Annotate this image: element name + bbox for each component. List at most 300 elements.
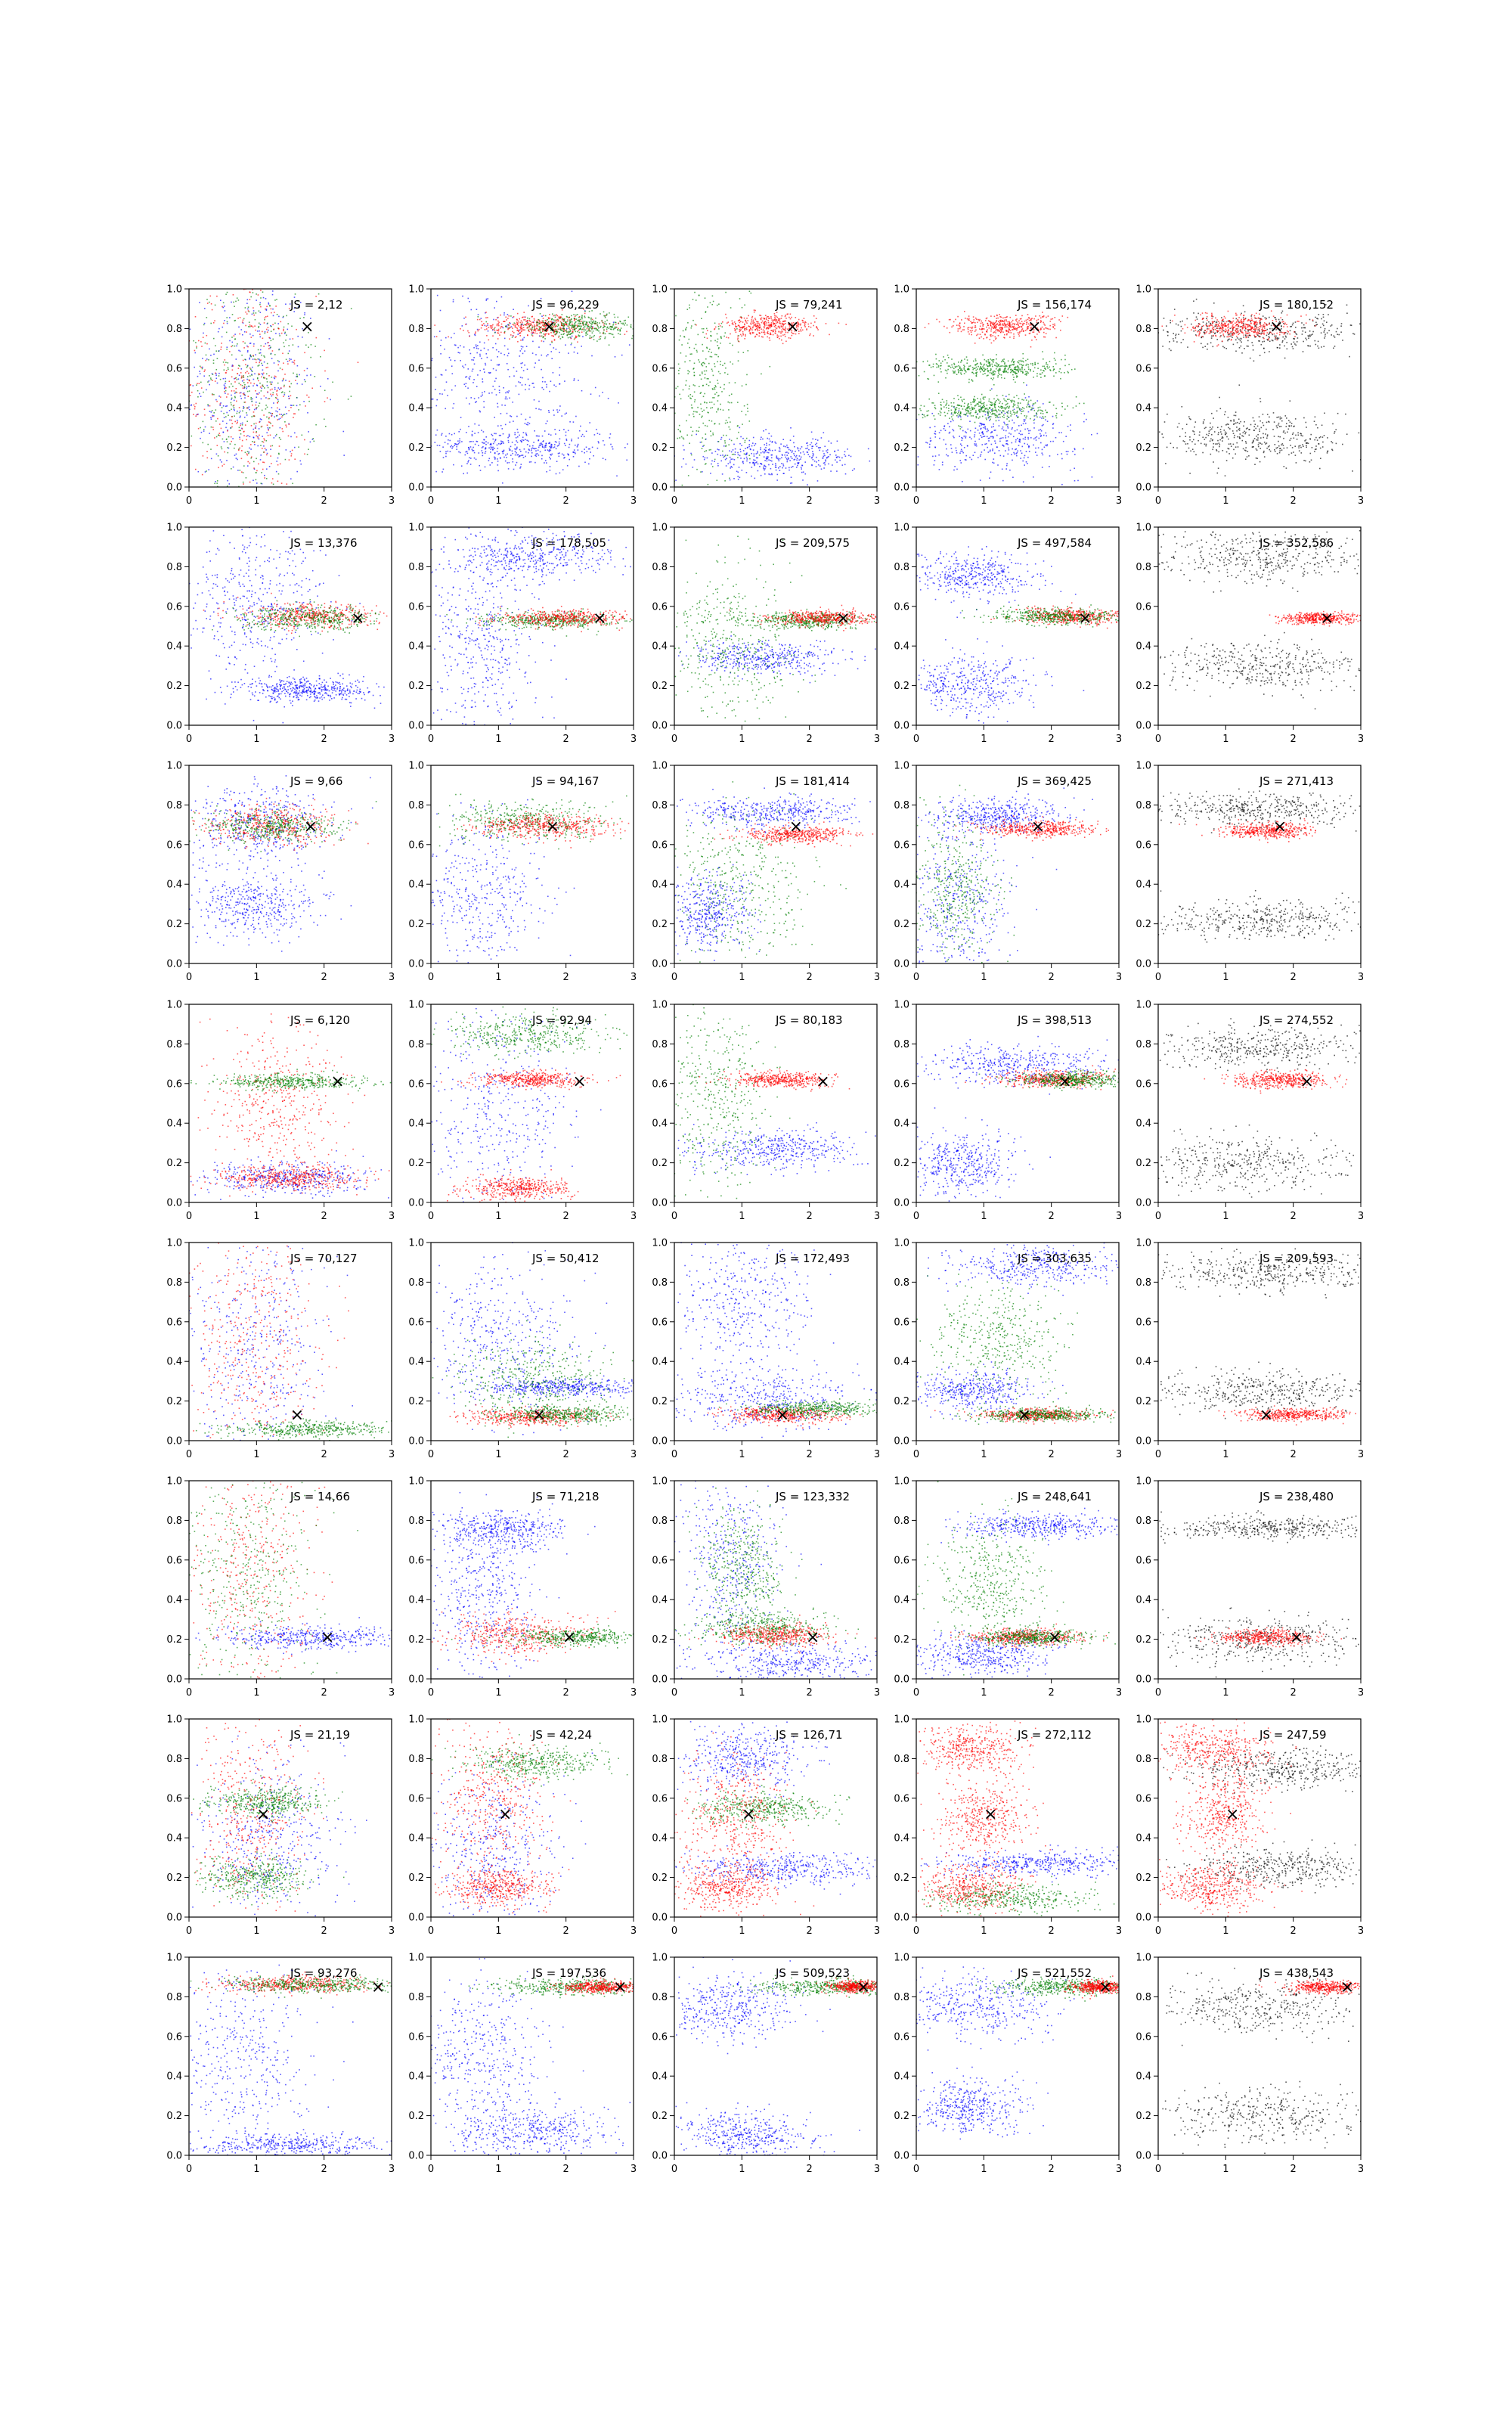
x-tick-label: 2 (563, 1687, 569, 1699)
y-tick-label: 0.4 (166, 1357, 182, 1368)
y-tick-label: 0.8 (1136, 1277, 1151, 1289)
x-marker: × (1078, 610, 1092, 628)
x-tick-label: 1 (495, 734, 501, 745)
y-tick-label: 0.8 (894, 1992, 909, 2003)
y-tick-label: 0.8 (652, 1039, 668, 1050)
y-tick-label: 1.0 (1136, 523, 1151, 534)
x-tick-label: 1 (495, 495, 501, 507)
y-tick-label: 0.2 (652, 1634, 668, 1646)
x-marker: × (1027, 318, 1041, 337)
x-tick-label: 3 (1116, 495, 1122, 507)
x-tick-label: 0 (671, 1211, 677, 1222)
y-tick-label: 0.0 (894, 959, 909, 970)
x-tick-label: 3 (1358, 2164, 1364, 2175)
y-tick-label: 0.6 (1136, 1317, 1151, 1328)
js-annotation: JS = 92,94 (531, 1013, 592, 1027)
y-tick-label: 0.6 (408, 1317, 424, 1328)
y-tick-label: 1.0 (652, 1238, 668, 1249)
y-tick-label: 0.0 (894, 1674, 909, 1686)
x-tick-label: 3 (874, 2164, 880, 2175)
y-tick-label: 0.2 (894, 919, 909, 930)
y-tick-label: 0.0 (166, 1198, 182, 1209)
y-tick-label: 0.4 (894, 2071, 909, 2083)
x-tick-label: 2 (807, 1687, 813, 1699)
x-tick-label: 1 (981, 1449, 987, 1460)
y-tick-label: 1.0 (1136, 1476, 1151, 1488)
x-tick-label: 2 (321, 495, 327, 507)
y-tick-label: 1.0 (652, 523, 668, 534)
js-annotation: JS = 209,593 (1259, 1252, 1334, 1265)
y-tick-label: 0.6 (894, 1078, 909, 1090)
y-tick-label: 0.2 (652, 1872, 668, 1884)
x-tick-label: 3 (631, 1449, 637, 1460)
y-tick-label: 1.0 (652, 1714, 668, 1726)
x-tick-label: 2 (563, 1925, 569, 1937)
y-tick-label: 0.0 (1136, 1198, 1151, 1209)
js-annotation: JS = 209,575 (775, 536, 850, 550)
x-tick-label: 2 (321, 1449, 327, 1460)
x-tick-label: 1 (253, 734, 259, 745)
x-tick-label: 2 (1290, 1211, 1297, 1222)
x-tick-label: 1 (495, 972, 501, 983)
y-tick-label: 0.2 (166, 1872, 182, 1884)
y-tick-label: 0.4 (166, 1118, 182, 1130)
x-tick-label: 1 (495, 1687, 501, 1699)
x-marker: × (806, 1628, 820, 1647)
y-tick-label: 0.6 (1136, 363, 1151, 374)
x-tick-label: 3 (631, 734, 637, 745)
x-tick-label: 3 (631, 1925, 637, 1937)
x-marker: × (984, 1805, 997, 1824)
x-tick-label: 2 (321, 972, 327, 983)
js-annotation: JS = 80,183 (775, 1013, 843, 1027)
y-tick-label: 0.0 (652, 1674, 668, 1686)
x-tick-label: 2 (807, 972, 813, 983)
y-tick-label: 1.0 (652, 284, 668, 296)
x-tick-label: 2 (1049, 495, 1055, 507)
y-tick-label: 0.0 (166, 482, 182, 494)
js-annotation: JS = 352,586 (1259, 536, 1334, 550)
x-tick-label: 0 (913, 1211, 919, 1222)
y-tick-label: 1.0 (1136, 1000, 1151, 1011)
x-tick-label: 0 (671, 495, 677, 507)
y-tick-label: 0.6 (1136, 2031, 1151, 2043)
y-tick-label: 1.0 (166, 284, 182, 296)
x-marker: × (330, 1072, 344, 1091)
js-annotation: JS = 509,523 (775, 1966, 850, 1980)
y-tick-label: 0.2 (652, 681, 668, 692)
x-tick-label: 0 (1155, 1687, 1161, 1699)
y-tick-label: 0.2 (166, 681, 182, 692)
x-tick-label: 1 (1222, 1925, 1228, 1937)
js-annotation: JS = 521,552 (1017, 1966, 1092, 1980)
js-annotation: JS = 14,66 (290, 1490, 350, 1503)
x-tick-label: 2 (563, 1211, 569, 1222)
y-tick-label: 0.2 (1136, 1396, 1151, 1407)
x-tick-label: 0 (186, 734, 192, 745)
x-tick-label: 0 (428, 1925, 434, 1937)
x-marker: × (532, 1406, 546, 1425)
x-tick-label: 2 (563, 495, 569, 507)
y-tick-label: 0.8 (894, 562, 909, 573)
y-tick-label: 1.0 (166, 1000, 182, 1011)
x-tick-label: 2 (1049, 1449, 1055, 1460)
x-tick-label: 1 (1222, 2164, 1228, 2175)
x-tick-label: 0 (428, 1449, 434, 1460)
y-tick-label: 0.8 (894, 1277, 909, 1289)
x-tick-label: 2 (563, 734, 569, 745)
y-tick-label: 0.8 (1136, 800, 1151, 811)
y-tick-label: 0.8 (166, 1992, 182, 2003)
x-tick-label: 0 (186, 972, 192, 983)
x-tick-label: 1 (739, 2164, 745, 2175)
y-tick-label: 0.2 (1136, 2111, 1151, 2122)
x-tick-label: 3 (1358, 1449, 1364, 1460)
x-marker: × (321, 1628, 334, 1647)
x-tick-label: 1 (495, 1925, 501, 1937)
y-tick-label: 0.0 (408, 1198, 424, 1209)
x-tick-label: 1 (981, 495, 987, 507)
js-annotation: JS = 21,19 (290, 1728, 350, 1742)
y-tick-label: 1.0 (166, 1714, 182, 1726)
y-tick-label: 1.0 (408, 523, 424, 534)
y-tick-label: 0.2 (408, 442, 424, 454)
x-marker: × (562, 1628, 576, 1647)
y-tick-label: 0.8 (408, 800, 424, 811)
x-tick-label: 2 (807, 495, 813, 507)
x-tick-label: 3 (1116, 1925, 1122, 1937)
y-tick-label: 0.2 (1136, 1872, 1151, 1884)
x-tick-label: 3 (1116, 1211, 1122, 1222)
y-tick-label: 0.6 (408, 363, 424, 374)
x-marker: × (1340, 1978, 1354, 1996)
x-tick-label: 2 (1290, 1449, 1297, 1460)
y-tick-label: 0.4 (408, 641, 424, 653)
x-tick-label: 3 (631, 1211, 637, 1222)
x-tick-label: 3 (874, 495, 880, 507)
x-marker: × (300, 318, 314, 337)
js-annotation: JS = 271,413 (1259, 774, 1334, 788)
y-tick-label: 0.6 (1136, 1555, 1151, 1566)
y-tick-label: 0.8 (166, 562, 182, 573)
x-tick-label: 1 (981, 2164, 987, 2175)
x-tick-label: 0 (428, 734, 434, 745)
y-tick-label: 0.4 (652, 1595, 668, 1606)
x-tick-label: 0 (186, 1449, 192, 1460)
y-tick-label: 0.6 (652, 1078, 668, 1090)
x-tick-label: 0 (1155, 1449, 1161, 1460)
y-tick-label: 0.8 (894, 800, 909, 811)
x-marker: × (256, 1805, 270, 1824)
y-tick-label: 0.6 (408, 601, 424, 613)
x-tick-label: 3 (874, 1687, 880, 1699)
y-tick-label: 0.2 (408, 1872, 424, 1884)
y-tick-label: 0.2 (1136, 919, 1151, 930)
js-annotation: JS = 497,584 (1017, 536, 1092, 550)
y-tick-label: 0.4 (652, 2071, 668, 2083)
x-tick-label: 0 (1155, 2164, 1161, 2175)
y-tick-label: 0.8 (652, 800, 668, 811)
y-tick-label: 0.6 (894, 839, 909, 851)
y-tick-label: 0.2 (652, 2111, 668, 2122)
x-marker: × (1225, 1805, 1239, 1824)
x-tick-label: 2 (1049, 2164, 1055, 2175)
x-tick-label: 3 (1116, 1687, 1122, 1699)
js-annotation: JS = 71,218 (531, 1490, 600, 1503)
x-tick-label: 0 (913, 495, 919, 507)
y-tick-label: 0.6 (166, 2031, 182, 2043)
js-annotation: JS = 42,24 (531, 1728, 592, 1742)
y-tick-label: 1.0 (408, 1238, 424, 1249)
y-tick-label: 0.2 (166, 1634, 182, 1646)
x-tick-label: 2 (563, 972, 569, 983)
x-tick-label: 3 (1358, 1925, 1364, 1937)
y-tick-label: 0.6 (408, 1793, 424, 1804)
y-tick-label: 0.6 (1136, 601, 1151, 613)
y-tick-label: 0.6 (894, 601, 909, 613)
y-tick-label: 0.2 (894, 1872, 909, 1884)
x-marker: × (304, 818, 318, 836)
x-tick-label: 1 (1222, 495, 1228, 507)
y-tick-label: 1.0 (166, 1953, 182, 1964)
x-tick-label: 1 (253, 972, 259, 983)
x-tick-label: 1 (1222, 972, 1228, 983)
y-tick-label: 0.6 (652, 2031, 668, 2043)
y-tick-label: 0.8 (166, 1754, 182, 1765)
y-tick-label: 0.4 (166, 403, 182, 414)
y-tick-label: 0.2 (894, 681, 909, 692)
x-tick-label: 0 (671, 2164, 677, 2175)
y-tick-label: 0.2 (1136, 1158, 1151, 1169)
js-annotation: JS = 79,241 (775, 298, 843, 312)
x-tick-label: 1 (1222, 1449, 1228, 1460)
y-tick-label: 1.0 (1136, 761, 1151, 772)
y-tick-label: 0.8 (166, 1039, 182, 1050)
y-tick-label: 0.4 (1136, 1118, 1151, 1130)
x-tick-label: 0 (1155, 1211, 1161, 1222)
x-tick-label: 0 (913, 1449, 919, 1460)
js-annotation: JS = 2,12 (290, 298, 342, 312)
y-tick-label: 0.4 (1136, 1357, 1151, 1368)
x-tick-label: 2 (1049, 1211, 1055, 1222)
x-marker: × (857, 1978, 870, 1996)
js-annotation: JS = 303,635 (1017, 1252, 1092, 1265)
x-tick-label: 3 (389, 734, 395, 745)
y-tick-label: 0.2 (408, 919, 424, 930)
x-tick-label: 3 (631, 2164, 637, 2175)
y-tick-label: 0.4 (408, 2071, 424, 2083)
x-tick-label: 1 (739, 734, 745, 745)
x-tick-label: 0 (913, 1925, 919, 1937)
y-tick-label: 0.0 (408, 1436, 424, 1447)
y-tick-label: 0.6 (408, 1555, 424, 1566)
x-marker: × (1048, 1628, 1061, 1647)
y-tick-label: 0.4 (408, 1833, 424, 1844)
y-tick-label: 0.6 (166, 1078, 182, 1090)
y-tick-label: 0.2 (1136, 1634, 1151, 1646)
y-tick-label: 1.0 (408, 1000, 424, 1011)
x-tick-label: 0 (428, 2164, 434, 2175)
y-tick-label: 0.8 (166, 1516, 182, 1527)
x-marker: × (785, 318, 799, 337)
x-marker: × (1273, 818, 1287, 836)
y-tick-label: 0.4 (166, 2071, 182, 2083)
y-tick-label: 1.0 (166, 523, 182, 534)
x-marker: × (816, 1072, 829, 1091)
x-tick-label: 0 (186, 1211, 192, 1222)
y-tick-label: 0.4 (894, 1357, 909, 1368)
y-tick-label: 0.8 (652, 1992, 668, 2003)
y-tick-label: 1.0 (408, 1953, 424, 1964)
y-tick-label: 0.2 (408, 681, 424, 692)
y-tick-label: 0.0 (652, 1436, 668, 1447)
x-marker: × (1259, 1406, 1273, 1425)
y-tick-label: 0.4 (408, 403, 424, 414)
y-tick-label: 0.0 (894, 1913, 909, 1924)
x-marker: × (351, 610, 364, 628)
y-tick-label: 1.0 (894, 284, 909, 296)
x-tick-label: 0 (428, 972, 434, 983)
y-tick-label: 0.4 (894, 403, 909, 414)
x-tick-label: 0 (1155, 1925, 1161, 1937)
y-tick-label: 0.8 (1136, 1039, 1151, 1050)
x-tick-label: 2 (321, 1211, 327, 1222)
y-tick-label: 1.0 (652, 1953, 668, 1964)
y-tick-label: 0.4 (1136, 641, 1151, 653)
x-marker: × (1269, 318, 1283, 337)
js-annotation: JS = 6,120 (290, 1013, 350, 1027)
x-tick-label: 1 (981, 1925, 987, 1937)
x-marker: × (1320, 610, 1334, 628)
x-tick-label: 2 (321, 2164, 327, 2175)
y-tick-label: 0.8 (894, 1754, 909, 1765)
y-tick-label: 0.8 (894, 1516, 909, 1527)
x-tick-label: 0 (186, 495, 192, 507)
y-tick-label: 1.0 (1136, 1714, 1151, 1726)
x-tick-label: 3 (631, 972, 637, 983)
x-tick-label: 1 (981, 972, 987, 983)
y-tick-label: 0.2 (408, 1634, 424, 1646)
x-tick-label: 0 (1155, 734, 1161, 745)
y-tick-label: 0.8 (408, 1039, 424, 1050)
y-tick-label: 0.4 (894, 1595, 909, 1606)
x-tick-label: 3 (1358, 1211, 1364, 1222)
y-tick-label: 1.0 (652, 1000, 668, 1011)
y-tick-label: 0.8 (652, 1516, 668, 1527)
y-tick-label: 0.8 (1136, 1516, 1151, 1527)
x-tick-label: 2 (807, 1211, 813, 1222)
y-tick-label: 0.0 (652, 1198, 668, 1209)
x-tick-label: 2 (321, 1687, 327, 1699)
y-tick-label: 0.8 (408, 562, 424, 573)
js-annotation: JS = 50,412 (531, 1252, 600, 1265)
y-tick-label: 0.2 (1136, 442, 1151, 454)
y-tick-label: 0.4 (1136, 2071, 1151, 2083)
y-tick-label: 0.8 (1136, 1992, 1151, 2003)
js-annotation: JS = 181,414 (775, 774, 850, 788)
x-tick-label: 0 (186, 2164, 192, 2175)
x-tick-label: 1 (739, 1687, 745, 1699)
y-tick-label: 0.0 (166, 959, 182, 970)
y-tick-label: 0.6 (652, 1555, 668, 1566)
y-tick-label: 0.0 (652, 959, 668, 970)
y-tick-label: 0.4 (652, 403, 668, 414)
y-tick-label: 1.0 (652, 1476, 668, 1488)
y-tick-label: 0.0 (166, 721, 182, 732)
x-tick-label: 0 (913, 2164, 919, 2175)
y-tick-label: 0.2 (894, 1396, 909, 1407)
y-tick-label: 0.8 (408, 1992, 424, 2003)
x-tick-label: 1 (253, 1211, 259, 1222)
x-tick-label: 1 (981, 734, 987, 745)
x-tick-label: 3 (389, 1925, 395, 1937)
y-tick-label: 0.0 (408, 721, 424, 732)
y-tick-label: 0.8 (1136, 324, 1151, 335)
y-tick-label: 0.4 (652, 880, 668, 891)
y-tick-label: 0.0 (408, 2151, 424, 2162)
x-marker: × (546, 818, 559, 836)
x-tick-label: 3 (389, 495, 395, 507)
js-annotation: JS = 272,112 (1017, 1728, 1092, 1742)
js-annotation: JS = 369,425 (1017, 774, 1092, 788)
x-tick-label: 2 (321, 734, 327, 745)
y-tick-label: 0.4 (894, 641, 909, 653)
x-tick-label: 3 (1358, 1687, 1364, 1699)
x-tick-label: 2 (807, 1449, 813, 1460)
y-tick-label: 0.6 (652, 363, 668, 374)
x-tick-label: 1 (739, 1449, 745, 1460)
y-tick-label: 0.0 (1136, 2151, 1151, 2162)
js-annotation: JS = 94,167 (531, 774, 600, 788)
x-tick-label: 1 (739, 972, 745, 983)
y-tick-label: 0.4 (652, 641, 668, 653)
x-tick-label: 2 (1049, 972, 1055, 983)
x-tick-label: 2 (807, 734, 813, 745)
x-marker: × (1018, 1406, 1031, 1425)
x-tick-label: 1 (1222, 1211, 1228, 1222)
y-tick-label: 0.8 (166, 1277, 182, 1289)
js-annotation: JS = 156,174 (1017, 298, 1092, 312)
y-tick-label: 0.6 (166, 839, 182, 851)
x-tick-label: 3 (389, 1687, 395, 1699)
y-tick-label: 0.2 (652, 1158, 668, 1169)
x-marker: × (498, 1805, 512, 1824)
y-tick-label: 0.4 (652, 1833, 668, 1844)
x-tick-label: 2 (1290, 1925, 1297, 1937)
x-tick-label: 3 (874, 734, 880, 745)
y-tick-label: 0.6 (408, 2031, 424, 2043)
y-tick-label: 0.0 (894, 721, 909, 732)
y-tick-label: 1.0 (408, 761, 424, 772)
x-tick-label: 3 (389, 2164, 395, 2175)
x-tick-label: 0 (186, 1687, 192, 1699)
x-tick-label: 1 (253, 1449, 259, 1460)
y-tick-label: 0.6 (894, 363, 909, 374)
x-tick-label: 3 (631, 1687, 637, 1699)
y-tick-label: 0.2 (166, 919, 182, 930)
x-marker: × (1058, 1072, 1071, 1091)
x-tick-label: 0 (671, 1925, 677, 1937)
js-annotation: JS = 172,493 (775, 1252, 850, 1265)
x-tick-label: 3 (874, 972, 880, 983)
y-tick-label: 0.6 (652, 839, 668, 851)
x-marker: × (572, 1072, 586, 1091)
x-tick-label: 1 (981, 1211, 987, 1222)
y-tick-label: 1.0 (894, 1476, 909, 1488)
x-marker: × (836, 610, 850, 628)
y-tick-label: 1.0 (894, 1238, 909, 1249)
x-tick-label: 2 (563, 1449, 569, 1460)
